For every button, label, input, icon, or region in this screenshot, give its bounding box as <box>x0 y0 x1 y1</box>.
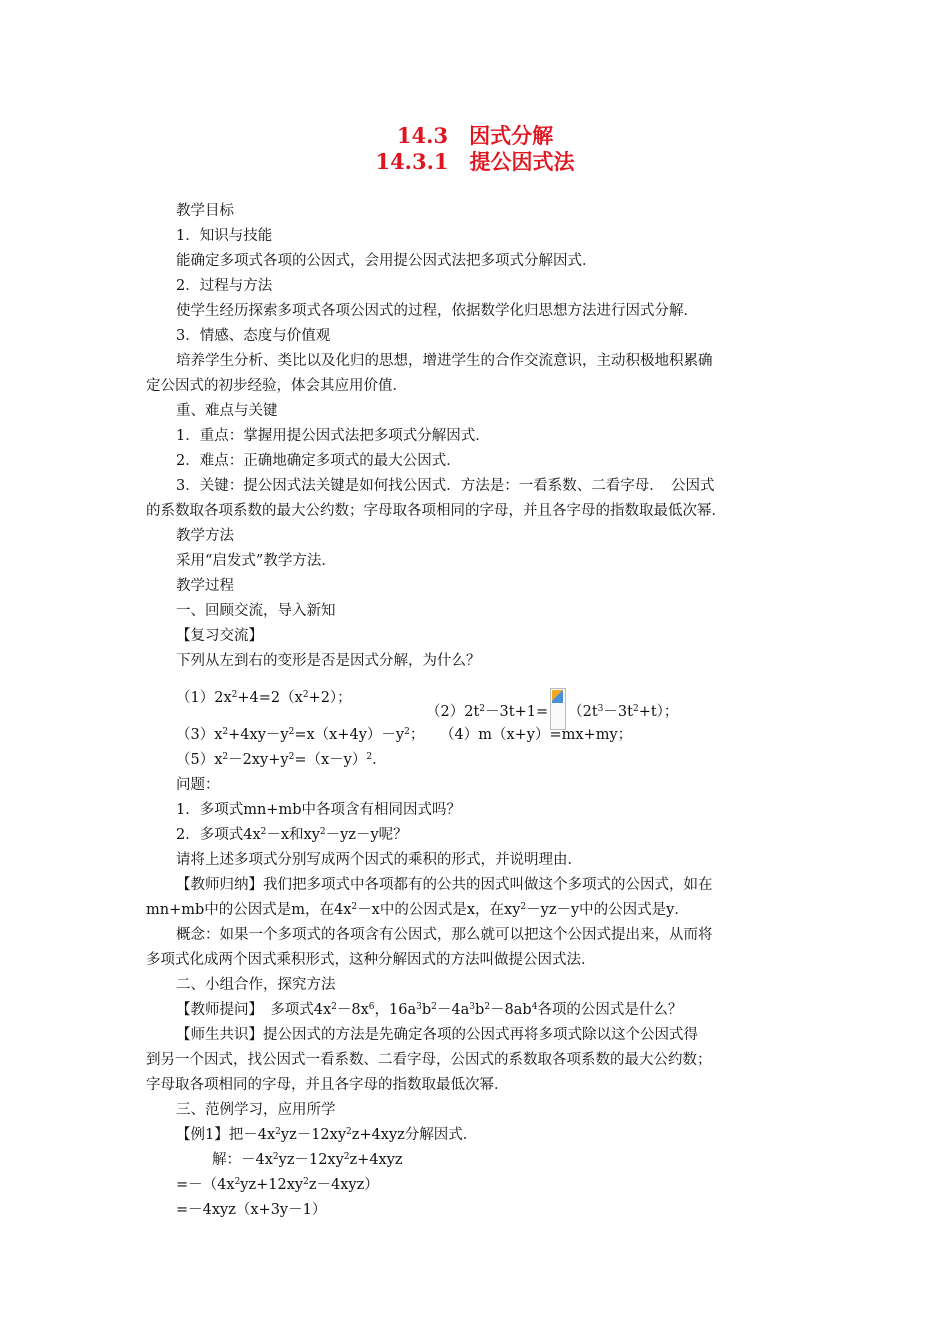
item-2: $(2)2t^2-3t+1=$ $(2t^3-3t^2+t)$； <box>426 688 950 730</box>
question-1: 1．多项式mn+mb中各项含有相同因式吗？ <box>176 802 461 818</box>
key-point-2: 2．难点：正确地确定多项式的最大公因式． <box>176 453 461 469</box>
question-2: 2．多项式$4x^2-x$和$xy^2-yz-y$呢？ <box>176 827 408 843</box>
emotion-text-2: 定公因式的初步经验，体会其应用价值． <box>146 378 407 394</box>
solution-step-1: $=-(4x^2yz+12xy^2z-4xyz)$ <box>176 1177 379 1193</box>
goals-heading: 教学目标 <box>176 203 234 219</box>
key-point-1: 1．重点：掌握用提公因式法把多项式分解因式． <box>176 428 490 444</box>
item-1: $(1)2x^2+4=2(x^2+2)$； <box>176 690 352 706</box>
item-4: （4）m（x+y）=mx+my； <box>440 727 633 743</box>
ask-text: 请将上述多项式分别写成两个因式的乘积的形式，并说明理由． <box>176 852 582 868</box>
item-3: $(3)x^2+4xy-y^2=x(x+4y)-y^2$； <box>176 727 425 743</box>
process-text: 使学生经历探索多项式各项公因式的过程，依据数学化归思想方法进行因式分解． <box>176 303 698 319</box>
emotion-text-1: 培养学生分析、类比以及化归的思想，增进学生的合作交流意识，主动积极地积累确 <box>176 353 713 369</box>
keys-heading: 重、难点与关键 <box>176 403 278 419</box>
review-tag: 【复习交流】 <box>176 628 263 644</box>
example-1: 【例1】把$-4x^2yz-12xy^2z+4xyz$分解因式． <box>176 1127 478 1143</box>
concept-2: 多项式化成两个因式乘积形式，这种分解因式的方法叫做提公因式法． <box>146 952 596 968</box>
solution-line: 解：$-4x^2yz-12xy^2z+4xyz$ <box>212 1152 403 1168</box>
questions-label: 问题： <box>176 777 220 793</box>
process-title: 2．过程与方法 <box>176 278 273 294</box>
key-point-3b: 的系数取各项系数的最大公约数；字母取各项相同的字母，并且各字母的指数取最低次幂． <box>146 503 726 519</box>
section-title: 14.3 因式分解 <box>396 123 554 148</box>
step-3-heading: 三、范例学习，应用所学 <box>176 1102 336 1118</box>
step-1-heading: 一、回顾交流，导入新知 <box>176 603 336 619</box>
consensus-3: 字母取各项相同的字母，并且各字母的指数取最低次幂． <box>146 1077 509 1093</box>
review-question: 下列从左到右的变形是否是因式分解，为什么？ <box>176 653 481 669</box>
solution-step-2: =－4xyz（x+3y－1） <box>176 1202 327 1218</box>
emotion-title: 3．情感、态度与价值观 <box>176 328 331 344</box>
teacher-summary-2: mn+mb中的公因式是m，在$4x^2-x$中的公因式是x，在$xy^2-yz-y$中的公因式是y． <box>146 902 689 918</box>
knowledge-text: 能确定多项式各项的公因式，会用提公因式法把多项式分解因式． <box>176 253 597 269</box>
process-heading: 教学过程 <box>176 578 234 594</box>
consensus-1: 【师生共识】提公因式的方法是先确定各项的公因式再将多项式除以这个公因式得 <box>176 1027 698 1043</box>
key-point-3a: 3．关键：提公因式法关键是如何找公因式．方法是：一看系数、二看字母． 公因式 <box>176 478 715 494</box>
teacher-summary-1: 【教师归纳】我们把多项式中各项都有的公共的因式叫做这个多项式的公因式，如在 <box>176 877 713 893</box>
teacher-question: 【教师提问】 多项式$4x^2-8x^6$，$16a^3b^2-4a^3b^2-8ab^4$各项的公因式是什么？ <box>176 1002 683 1018</box>
item-5: $(5)x^2-2xy+y^2=(x-y)^2$． <box>176 752 387 768</box>
method-heading: 教学方法 <box>176 528 234 544</box>
fraction-image <box>550 688 566 730</box>
consensus-2: 到另一个因式，找公因式一看系数、二看字母，公因式的系数取各项系数的最大公约数； <box>146 1052 712 1068</box>
concept-1: 概念：如果一个多项式的各项含有公因式，那么就可以把这个公因式提出来，从而将 <box>176 927 713 943</box>
knowledge-title: 1．知识与技能 <box>176 228 273 244</box>
subsection-title: 14.3.1 提公因式法 <box>375 149 575 174</box>
method-text: 采用“启发式”教学方法． <box>176 553 336 569</box>
step-2-heading: 二、小组合作，探究方法 <box>176 977 336 993</box>
